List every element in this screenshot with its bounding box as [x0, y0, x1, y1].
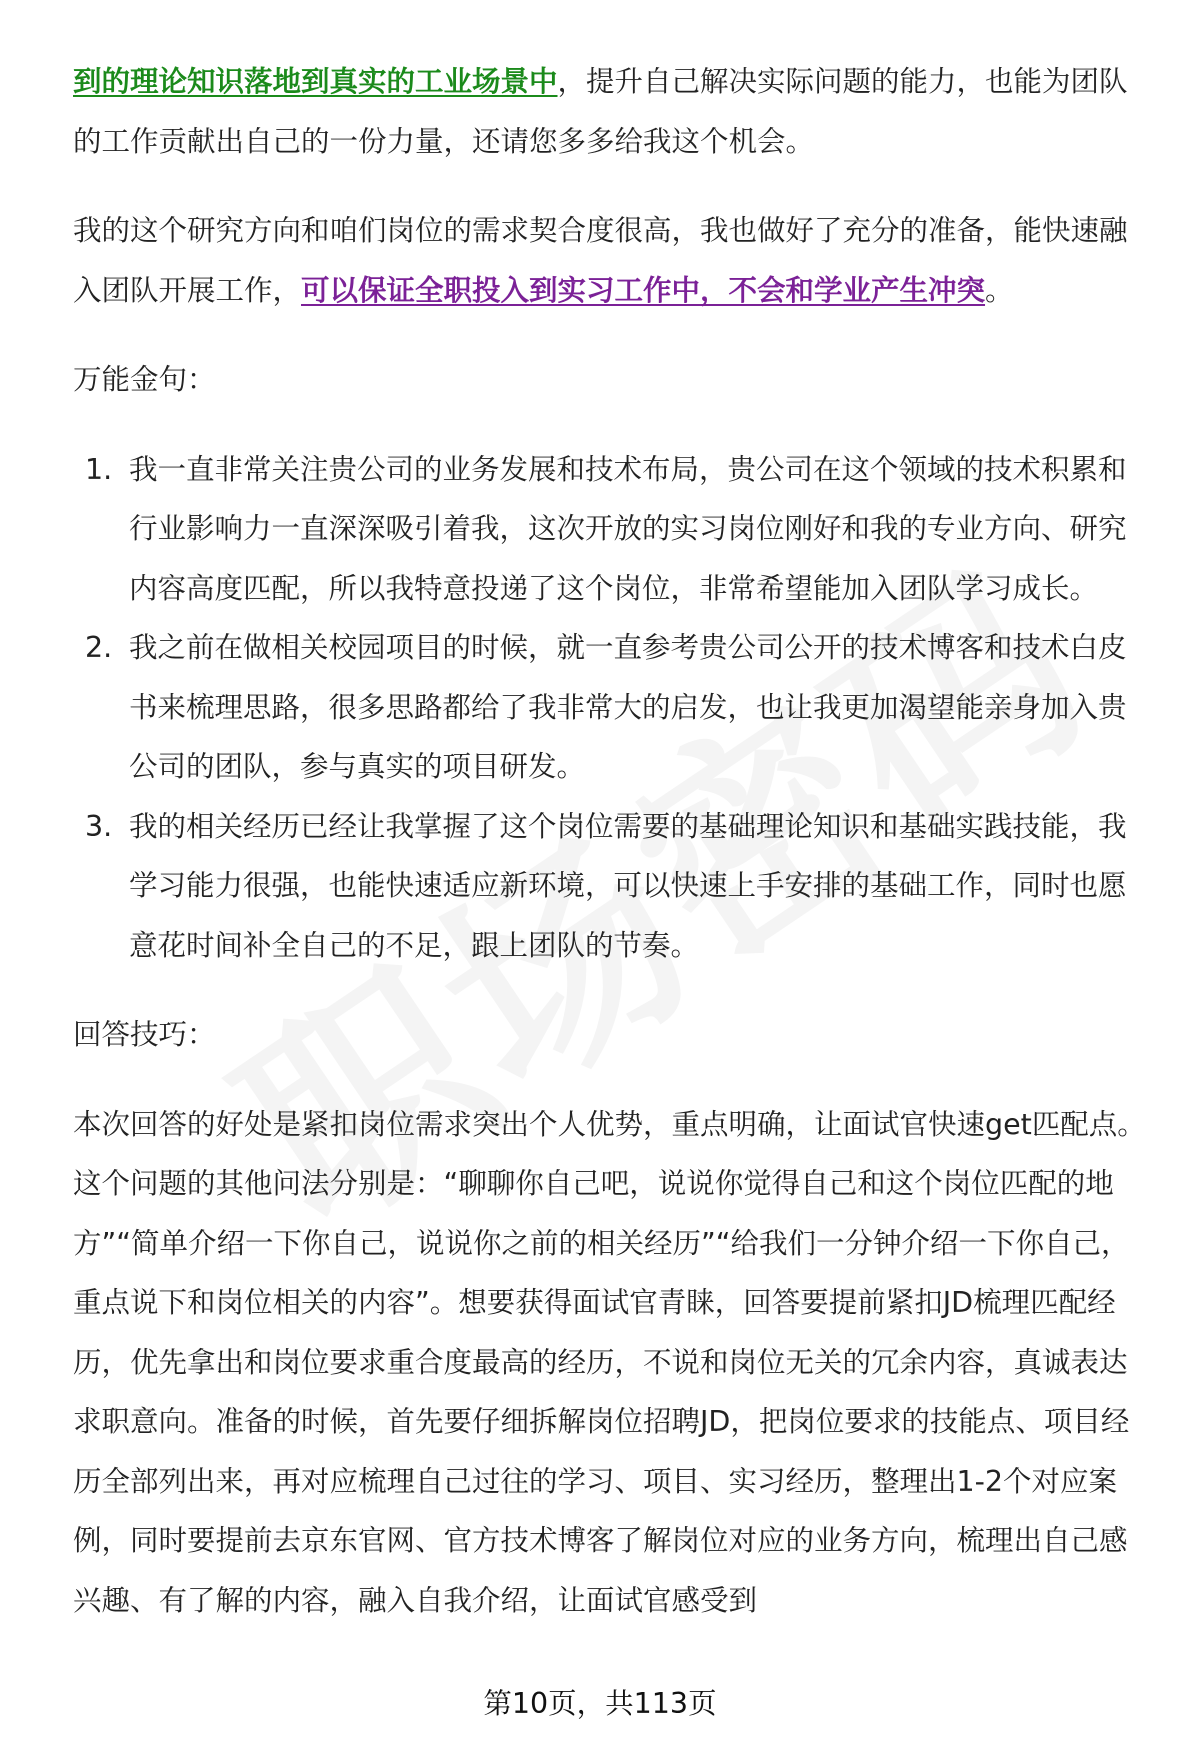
paragraph-text: 我的这个研究方向和咱们岗位的需求契合度很高，我也做好了充分的准备，能快速融入团队开展工作， [73, 214, 1128, 307]
list-item-text: 我一直非常关注贵公司的业务发展和技术布局，贵公司在这个领域的技术积累和行业影响力一直深深吸引着我，这次开放的实习岗位刚好和我的专业方向、研究内容高度匹配，所以我特意投递了这个岗位，非常希望能加入团队学习成长。 [129, 452, 1127, 605]
list-item [73, 618, 1153, 797]
paragraph-answer-tips: 本次回答的好处是紧扣岗位需求突出个人优势，重点明确，让面试官快速get匹配点。这个问题的其他问法分别是：“聊聊你自己吧，说说你觉得自己和这个岗位匹配的地方”“简单介绍一下你自己，说说你之前的相关经历”“给我们一分钟介绍一下你自己，重点说下和岗位相关的内容”。想要获得面试官青睐，回答要提前紧扣JD梳理匹配经历，优先拿出和岗位要求重合度最高的经历，不说和岗位无关的冗余内容，真诚表达求职意向。准备的时候，首先要仔细拆解岗位招聘JD，把岗位要求的技能点、项目经历全部列出来，再对应梳理自己过往的学习、项目、实习经历，整理出1-2个对应案例，同时要提前去京东官网、官方技术博客了解岗位对应的业务方向，梳理出自己感兴趣、有了解的内容，融入自我介绍，让面试官感受到 [73, 1107, 1146, 1617]
purple-highlight-text: 可以保证全职投入到实习工作中，不会和学业产生冲突 [301, 273, 986, 307]
list-number: 1. [85, 452, 113, 486]
paragraph-text: ，提升自己解决实际问题的能力，也能为团队的工作贡献出自己的一份力量，还请您多多给我这个机会。 [73, 65, 1128, 158]
paragraph-text-tail: 。 [985, 273, 1014, 307]
list-item [73, 797, 1153, 976]
page-number-footer: 第10页，共113页 [483, 1687, 717, 1720]
paragraph-research-match [73, 201, 1153, 320]
heading-golden-sentences: 万能金句： [73, 363, 216, 396]
list-number: 3. [85, 809, 113, 843]
list-item [73, 440, 1153, 619]
list-item-text: 我之前在做相关校园项目的时候，就一直参考贵公司公开的技术博客和技术白皮书来梳理思路，很多思路都给了我非常大的启发，也让我更加渴望能亲身加入贵公司的团队，参与真实的项目研发。 [129, 631, 1127, 783]
heading-answer-tips: 回答技巧： [73, 1018, 216, 1051]
golden-sentences-list [73, 440, 1153, 976]
paragraph-continuation [73, 52, 1153, 171]
green-highlight-text: 到的理论知识落地到真实的工业场景中 [73, 65, 558, 98]
document-body [73, 52, 1153, 1630]
list-item-text: 我的相关经历已经让我掌握了这个岗位需要的基础理论知识和基础实践技能，我学习能力很强，也能快速适应新环境，可以快速上手安排的基础工作，同时也愿意花时间补全自己的不足，跟上团队的节奏。 [129, 809, 1127, 962]
list-number: 2. [85, 631, 113, 664]
